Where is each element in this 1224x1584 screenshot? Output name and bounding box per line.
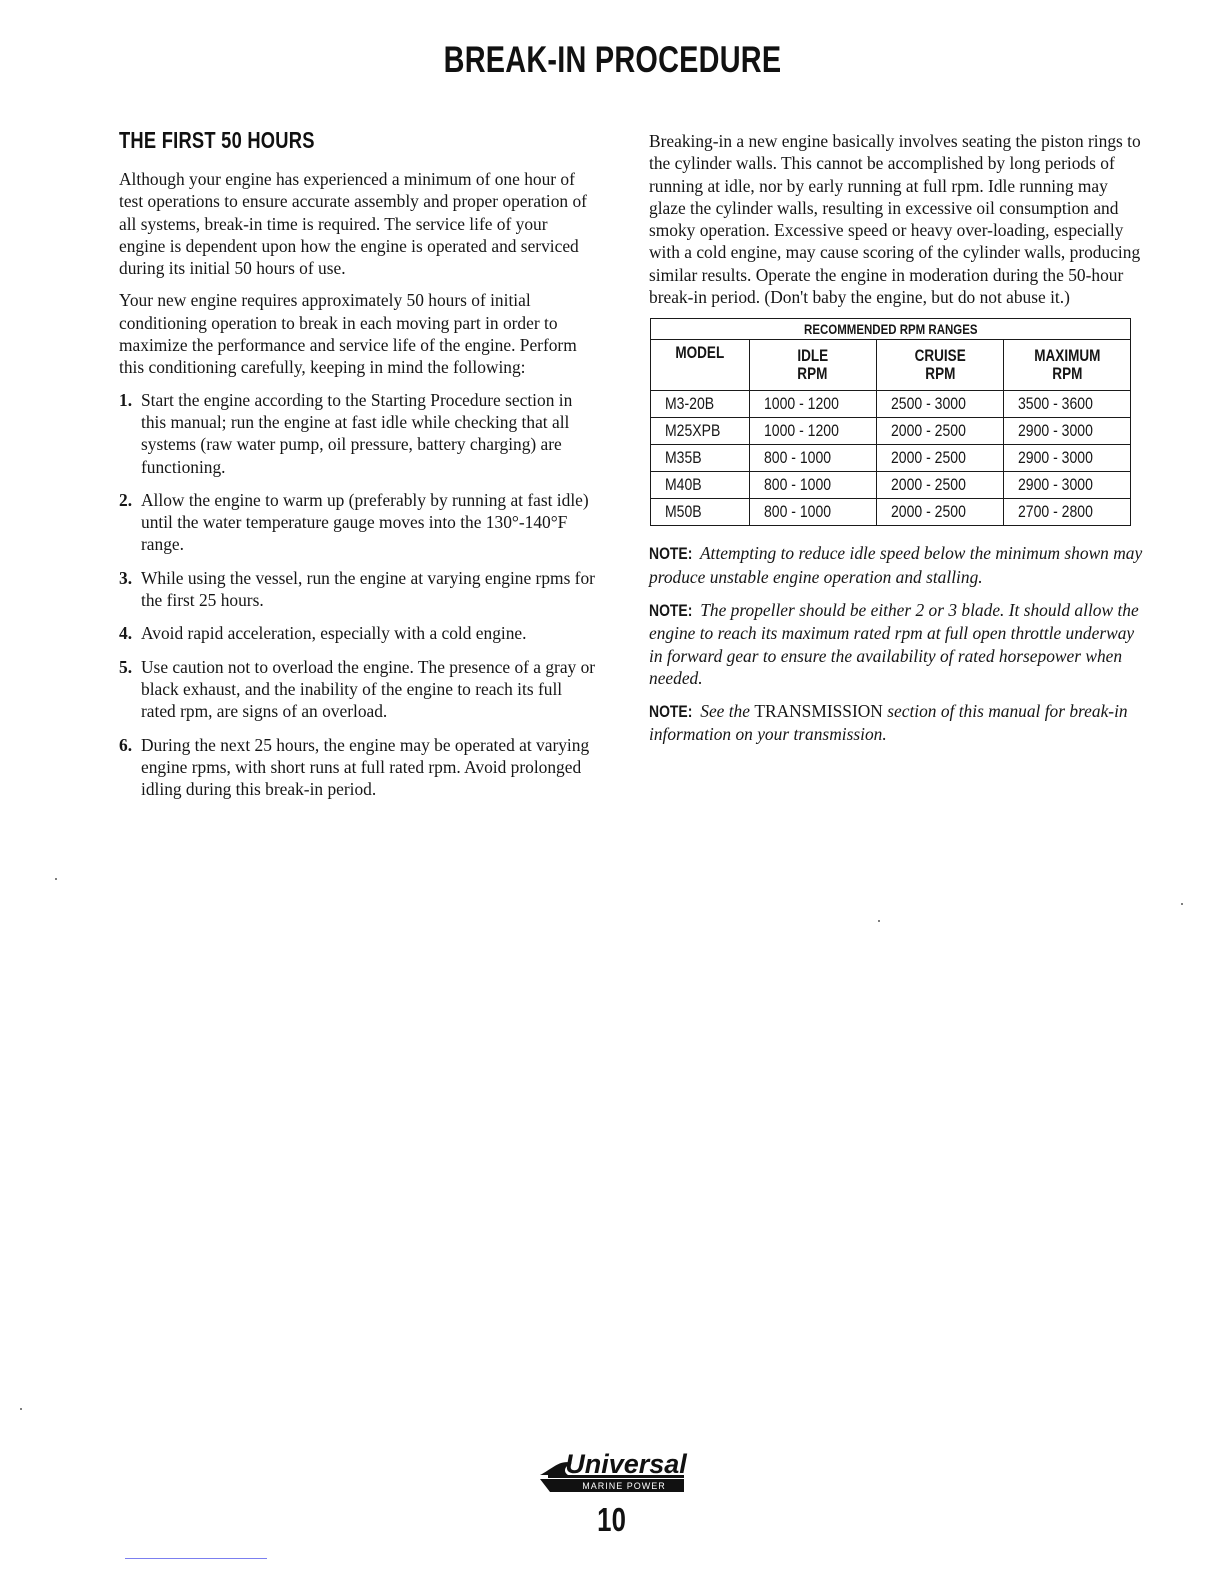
idle-cell: 1000 - 1200 xyxy=(749,391,876,418)
column-header-cruise: CRUISE RPM xyxy=(876,340,1003,391)
scan-speck xyxy=(878,920,880,922)
cruise-cell: 2000 - 2500 xyxy=(876,418,1003,445)
logo-tagline: MARINE POWER xyxy=(582,1481,666,1491)
maximum-cell: 2900 - 3000 xyxy=(1003,472,1130,499)
table-row xyxy=(651,499,1131,526)
step-item: 2. Allow the engine to warm up (preferably by running at fast idle) until the water temperature gauge moves into the 130°-140°F range. xyxy=(119,489,589,555)
maximum-cell: 3500 - 3600 xyxy=(1003,391,1130,418)
wave-emblem-icon xyxy=(538,1445,688,1493)
maximum-cell: 2900 - 3000 xyxy=(1003,418,1130,445)
maximum-cell: 2700 - 2800 xyxy=(1003,499,1130,526)
idle-cell: 1000 - 1200 xyxy=(749,418,876,445)
note-transmission: NOTE: See the TRANSMISSION section of this manual for break-in information on your transmission. xyxy=(649,701,1128,745)
section-heading: THE FIRST 50 HOURS xyxy=(119,127,315,153)
step-item: 1. Start the engine according to the Starting Procedure section in this manual; run the engine at fast idle while checking that all systems (raw water pump, oil pressure, battery charging) are functioning. xyxy=(119,389,573,477)
note-idle-speed: NOTE: Attempting to reduce idle speed below the minimum shown may produce unstable engine operation and stalling. xyxy=(649,543,1143,587)
step-item: 4. Avoid rapid acceleration, especially with a cold engine. xyxy=(119,623,527,644)
column-header-model: MODEL xyxy=(651,340,750,391)
logo-wordmark: Universal xyxy=(565,1449,687,1479)
idle-cell: 800 - 1000 xyxy=(749,472,876,499)
universal-marine-power-logo xyxy=(538,1445,688,1493)
table-row xyxy=(651,391,1131,418)
table-row xyxy=(651,472,1131,499)
table-title: RECOMMENDED RPM RANGES xyxy=(651,319,1131,340)
step-item: 5. Use caution not to overload the engine. The presence of a gray or black exhaust, and the inability of the engine to reach its full rated rpm, are signs of an overload. xyxy=(119,656,596,722)
model-cell: M3-20B xyxy=(651,391,750,418)
table-row xyxy=(651,445,1131,472)
scan-speck xyxy=(20,1408,22,1410)
intro-paragraph: Although your engine has experienced a minimum of one hour of test operations to ensure accurate assembly and proper operation of all systems, break-in time is required. The service life of your engine is dependent upon how the engine is operated and serviced during its initial 50 hours of use. xyxy=(119,169,587,279)
cruise-cell: 2500 - 3000 xyxy=(876,391,1003,418)
step-item: 6. During the next 25 hours, the engine may be operated at varying engine rpms, with short runs at full rated rpm. Avoid prolonged idling during this break-in period. xyxy=(119,734,590,800)
table-row xyxy=(651,418,1131,445)
cruise-cell: 2000 - 2500 xyxy=(876,499,1003,526)
break-in-intro: Breaking-in a new engine basically involves seating the piston rings to the cylinder walls. This cannot be accomplished by long periods of running at idle, nor by early running at full rpm. Idle running may glaze the cylinder walls, resulting in excessive oil consumption and smoky operation. Excessive speed or heavy over-loading, especially with a cold engine, may cause scoring of the cylinder walls, producing similar results. Operate the engine in moderation during the 50-hour break-in period. (Don't baby the engine, but do not abuse it.) xyxy=(649,131,1141,308)
model-cell: M25XPB xyxy=(651,418,750,445)
cruise-cell: 2000 - 2500 xyxy=(876,445,1003,472)
scan-speck xyxy=(55,878,57,880)
model-cell: M35B xyxy=(651,445,750,472)
model-cell: M40B xyxy=(651,472,750,499)
rpm-ranges-table xyxy=(650,318,1131,526)
left-column xyxy=(119,125,597,811)
right-column xyxy=(649,130,1145,757)
break-in-steps xyxy=(119,389,597,801)
page-number: 10 xyxy=(597,1501,627,1538)
cruise-cell: 2000 - 2500 xyxy=(876,472,1003,499)
column-header-idle: IDLE RPM xyxy=(749,340,876,391)
idle-cell: 800 - 1000 xyxy=(749,499,876,526)
maximum-cell: 2900 - 3000 xyxy=(1003,445,1130,472)
idle-cell: 800 - 1000 xyxy=(749,445,876,472)
note-propeller: NOTE: The propeller should be either 2 or 3 blade. It should allow the engine to reach its maximum rated rpm at full open throttle underway in forward gear to ensure the availability of rated horsepower when needed. xyxy=(649,599,1139,688)
step-item: 3. While using the vessel, run the engine at varying engine rpms for the first 25 hours. xyxy=(119,567,595,611)
conditioning-paragraph: Your new engine requires approximately 50 hours of initial conditioning operation to break in each moving part in order to maximize the performance and service life of the engine. Perform this conditioning carefully, keeping in mind the following: xyxy=(119,290,577,378)
bottom-rule xyxy=(125,1558,267,1559)
model-cell: M50B xyxy=(651,499,750,526)
column-header-maximum: MAXIMUM RPM xyxy=(1003,340,1130,391)
scan-speck xyxy=(1181,903,1183,905)
page-title: BREAK-IN PROCEDURE xyxy=(443,39,781,80)
